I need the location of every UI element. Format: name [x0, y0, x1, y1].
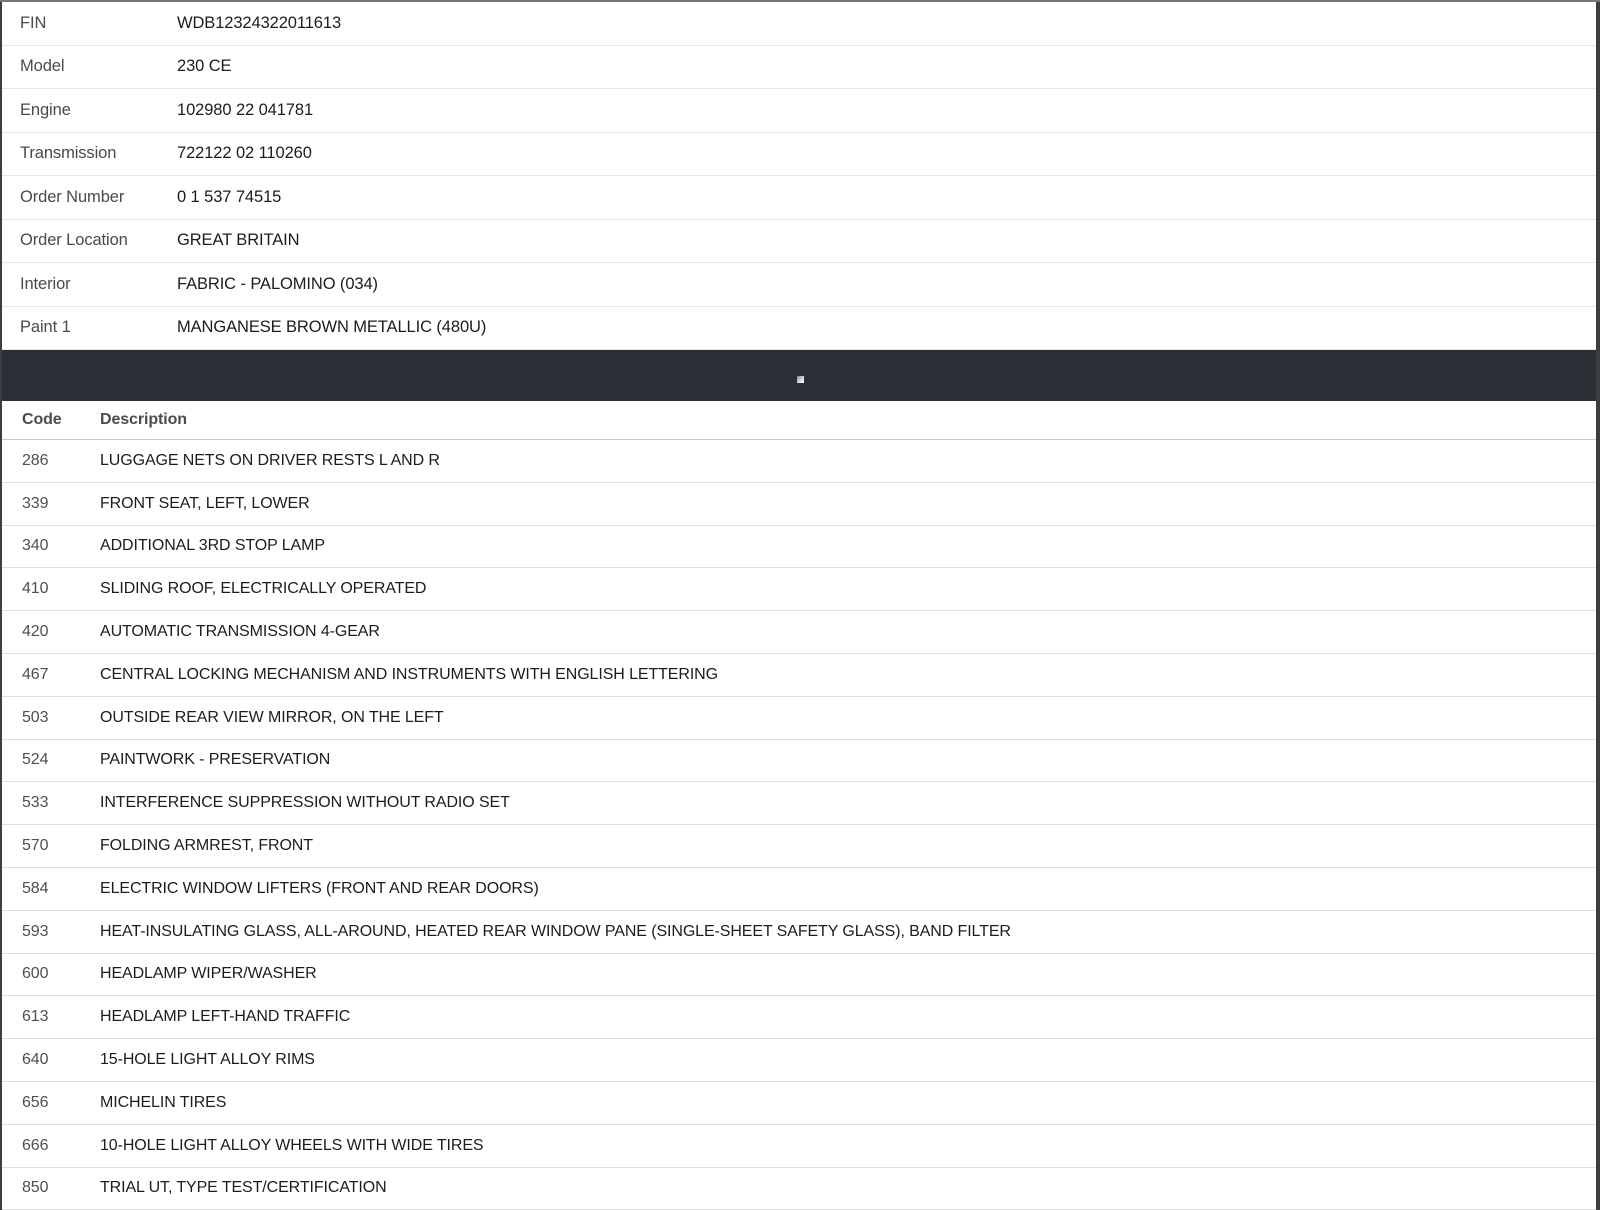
option-code: 533 — [0, 782, 100, 825]
option-row — [0, 782, 1600, 825]
option-row — [0, 568, 1600, 611]
option-code: 467 — [0, 653, 100, 696]
option-description: FRONT SEAT, LEFT, LOWER — [100, 482, 1600, 525]
option-row — [0, 1081, 1600, 1124]
vehicle-info-row — [0, 2, 1600, 45]
option-code: 584 — [0, 867, 100, 910]
info-value: WDB12324322011613 — [177, 2, 1600, 45]
info-label: Interior — [0, 263, 177, 307]
info-value: MANGANESE BROWN METALLIC (480U) — [177, 306, 1600, 350]
option-code: 524 — [0, 739, 100, 782]
vehicle-info-row — [0, 306, 1600, 350]
vehicle-info-table — [0, 2, 1600, 350]
option-code: 570 — [0, 825, 100, 868]
option-description: CENTRAL LOCKING MECHANISM AND INSTRUMENTS WITH ENGLISH LETTERING — [100, 653, 1600, 696]
option-description: PAINTWORK - PRESERVATION — [100, 739, 1600, 782]
info-label: Order Location — [0, 219, 177, 263]
option-description: AUTOMATIC TRANSMISSION 4-GEAR — [100, 611, 1600, 654]
option-description: 15-HOLE LIGHT ALLOY RIMS — [100, 1039, 1600, 1082]
option-description: SLIDING ROOF, ELECTRICALLY OPERATED — [100, 568, 1600, 611]
description-column-header: Description — [100, 401, 1600, 440]
option-code: 613 — [0, 996, 100, 1039]
option-row — [0, 825, 1600, 868]
info-value: 230 CE — [177, 45, 1600, 89]
scrollbar[interactable] — [1596, 2, 1600, 1210]
info-label: FIN — [0, 2, 177, 45]
vehicle-info-row — [0, 89, 1600, 133]
option-description: HEADLAMP WIPER/WASHER — [100, 953, 1600, 996]
vehicle-info-row — [0, 45, 1600, 89]
info-value: 102980 22 041781 — [177, 89, 1600, 133]
info-label: Transmission — [0, 132, 177, 176]
option-row — [0, 653, 1600, 696]
option-code: 286 — [0, 440, 100, 483]
option-description: TRIAL UT, TYPE TEST/CERTIFICATION — [100, 1167, 1600, 1210]
option-row — [0, 1039, 1600, 1082]
option-description: LUGGAGE NETS ON DRIVER RESTS L AND R — [100, 440, 1600, 483]
option-code: 600 — [0, 953, 100, 996]
code-column-header: Code — [0, 401, 100, 440]
section-divider-bar — [0, 350, 1600, 401]
option-row — [0, 440, 1600, 483]
option-description: INTERFERENCE SUPPRESSION WITHOUT RADIO SET — [100, 782, 1600, 825]
option-description: ADDITIONAL 3RD STOP LAMP — [100, 525, 1600, 568]
option-row — [0, 696, 1600, 739]
option-code: 503 — [0, 696, 100, 739]
option-code: 420 — [0, 611, 100, 654]
option-code: 410 — [0, 568, 100, 611]
option-code: 666 — [0, 1124, 100, 1167]
option-description: 10-HOLE LIGHT ALLOY WHEELS WITH WIDE TIRES — [100, 1124, 1600, 1167]
info-value: GREAT BRITAIN — [177, 219, 1600, 263]
option-code: 593 — [0, 910, 100, 953]
option-description: FOLDING ARMREST, FRONT — [100, 825, 1600, 868]
info-label: Paint 1 — [0, 306, 177, 350]
option-row — [0, 996, 1600, 1039]
option-code: 339 — [0, 482, 100, 525]
option-row — [0, 953, 1600, 996]
page-left-border — [0, 2, 2, 1210]
vehicle-info-row — [0, 176, 1600, 220]
info-label: Engine — [0, 89, 177, 133]
options-header-row — [0, 401, 1600, 440]
option-row — [0, 1167, 1600, 1210]
option-description: HEAT-INSULATING GLASS, ALL-AROUND, HEATED REAR WINDOW PANE (SINGLE-SHEET SAFETY GLASS), BAND FILTER — [100, 910, 1600, 953]
vehicle-info-row — [0, 132, 1600, 176]
info-label: Order Number — [0, 176, 177, 220]
options-table — [0, 401, 1600, 1210]
info-value: 0 1 537 74515 — [177, 176, 1600, 220]
option-row — [0, 482, 1600, 525]
option-description: MICHELIN TIRES — [100, 1081, 1600, 1124]
option-code: 656 — [0, 1081, 100, 1124]
option-description: ELECTRIC WINDOW LIFTERS (FRONT AND REAR DOORS) — [100, 867, 1600, 910]
option-row — [0, 611, 1600, 654]
option-row — [0, 867, 1600, 910]
option-code: 850 — [0, 1167, 100, 1210]
vehicle-info-row — [0, 263, 1600, 307]
option-description: HEADLAMP LEFT-HAND TRAFFIC — [100, 996, 1600, 1039]
option-row — [0, 910, 1600, 953]
info-label: Model — [0, 45, 177, 89]
option-row — [0, 525, 1600, 568]
info-value: 722122 02 110260 — [177, 132, 1600, 176]
option-code: 640 — [0, 1039, 100, 1082]
option-row — [0, 739, 1600, 782]
broken-image-icon — [797, 376, 804, 383]
option-description: OUTSIDE REAR VIEW MIRROR, ON THE LEFT — [100, 696, 1600, 739]
vehicle-info-row — [0, 219, 1600, 263]
info-value: FABRIC - PALOMINO (034) — [177, 263, 1600, 307]
option-row — [0, 1124, 1600, 1167]
option-code: 340 — [0, 525, 100, 568]
